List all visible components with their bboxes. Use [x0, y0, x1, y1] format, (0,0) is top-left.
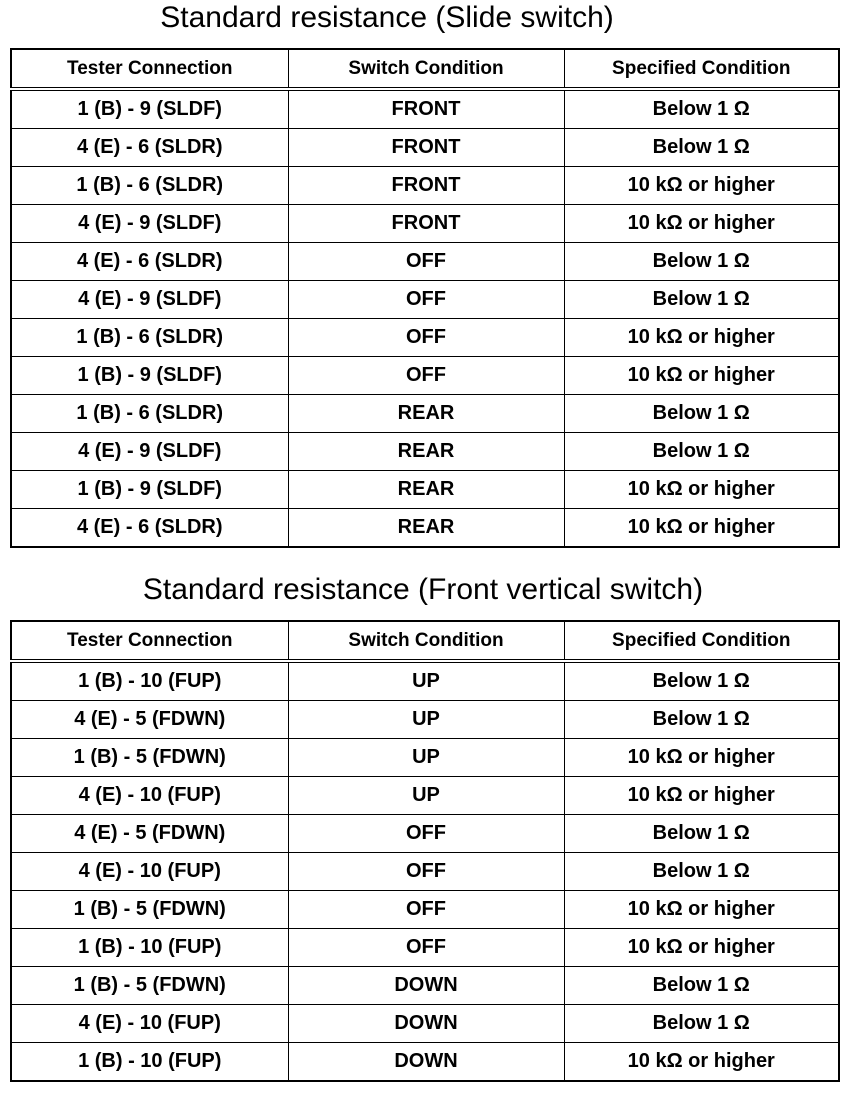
- specified-condition-cell: 10 kΩ or higher: [564, 929, 839, 967]
- switch-condition-cell: DOWN: [288, 967, 564, 1005]
- switch-condition-cell: REAR: [288, 395, 564, 433]
- tester-connection-cell: 4 (E) - 5 (FDWN): [11, 815, 288, 853]
- switch-condition-cell: UP: [288, 701, 564, 739]
- tester-connection-cell: 4 (E) - 6 (SLDR): [11, 509, 288, 548]
- tester-connection-cell: 1 (B) - 9 (SLDF): [11, 89, 288, 129]
- column-header-specified-condition: Specified Condition: [564, 49, 839, 89]
- tester-connection-cell: 4 (E) - 10 (FUP): [11, 853, 288, 891]
- specified-condition-cell: Below 1 Ω: [564, 243, 839, 281]
- switch-condition-cell: FRONT: [288, 167, 564, 205]
- table-row: [11, 967, 839, 1005]
- specified-condition-cell: Below 1 Ω: [564, 433, 839, 471]
- switch-condition-cell: OFF: [288, 929, 564, 967]
- table-row: [11, 891, 839, 929]
- column-header-switch-condition: Switch Condition: [288, 621, 564, 661]
- specified-condition-cell: Below 1 Ω: [564, 661, 839, 701]
- specified-condition-cell: 10 kΩ or higher: [564, 739, 839, 777]
- specified-condition-cell: 10 kΩ or higher: [564, 357, 839, 395]
- column-header-switch-condition: Switch Condition: [288, 49, 564, 89]
- table-row: [11, 815, 839, 853]
- specified-condition-cell: Below 1 Ω: [564, 853, 839, 891]
- tester-connection-cell: 4 (E) - 9 (SLDF): [11, 205, 288, 243]
- tester-connection-cell: 1 (B) - 6 (SLDR): [11, 395, 288, 433]
- tester-connection-cell: 1 (B) - 9 (SLDF): [11, 471, 288, 509]
- table-row: [11, 661, 839, 701]
- specified-condition-cell: 10 kΩ or higher: [564, 891, 839, 929]
- tester-connection-cell: 1 (B) - 6 (SLDR): [11, 167, 288, 205]
- specified-condition-cell: Below 1 Ω: [564, 281, 839, 319]
- switch-condition-cell: DOWN: [288, 1005, 564, 1043]
- table-row: [11, 281, 839, 319]
- tester-connection-cell: 1 (B) - 10 (FUP): [11, 1043, 288, 1082]
- switch-condition-cell: OFF: [288, 357, 564, 395]
- tester-connection-cell: 4 (E) - 6 (SLDR): [11, 129, 288, 167]
- tester-connection-cell: 1 (B) - 5 (FDWN): [11, 967, 288, 1005]
- switch-condition-cell: FRONT: [288, 205, 564, 243]
- front-vertical-switch-title: Standard resistance (Front vertical switch): [142, 573, 704, 606]
- specified-condition-cell: 10 kΩ or higher: [564, 777, 839, 815]
- tester-connection-cell: 4 (E) - 5 (FDWN): [11, 701, 288, 739]
- specified-condition-cell: Below 1 Ω: [564, 815, 839, 853]
- switch-condition-cell: OFF: [288, 319, 564, 357]
- switch-condition-cell: OFF: [288, 891, 564, 929]
- column-header-specified-condition: Specified Condition: [564, 621, 839, 661]
- specified-condition-cell: 10 kΩ or higher: [564, 471, 839, 509]
- specified-condition-cell: 10 kΩ or higher: [564, 1043, 839, 1082]
- specified-condition-cell: Below 1 Ω: [564, 967, 839, 1005]
- specified-condition-cell: Below 1 Ω: [564, 395, 839, 433]
- tester-connection-cell: 1 (B) - 10 (FUP): [11, 929, 288, 967]
- switch-condition-cell: UP: [288, 777, 564, 815]
- table-row: [11, 1043, 839, 1082]
- table-row: [11, 433, 839, 471]
- column-header-tester-connection: Tester Connection: [11, 49, 288, 89]
- switch-condition-cell: REAR: [288, 509, 564, 548]
- switch-condition-cell: OFF: [288, 815, 564, 853]
- switch-condition-cell: UP: [288, 739, 564, 777]
- tester-connection-cell: 4 (E) - 6 (SLDR): [11, 243, 288, 281]
- switch-condition-cell: DOWN: [288, 1043, 564, 1082]
- switch-condition-cell: OFF: [288, 243, 564, 281]
- table-header-row: [11, 621, 839, 661]
- slide-switch-table: [10, 48, 840, 548]
- table-row: [11, 129, 839, 167]
- switch-condition-cell: FRONT: [288, 129, 564, 167]
- table-row: [11, 243, 839, 281]
- table-row: [11, 777, 839, 815]
- table-row: [11, 739, 839, 777]
- table-row: [11, 929, 839, 967]
- switch-condition-cell: OFF: [288, 853, 564, 891]
- specified-condition-cell: Below 1 Ω: [564, 1005, 839, 1043]
- tester-connection-cell: 4 (E) - 10 (FUP): [11, 777, 288, 815]
- table-row: [11, 509, 839, 548]
- switch-condition-cell: UP: [288, 661, 564, 701]
- tester-connection-cell: 1 (B) - 10 (FUP): [11, 661, 288, 701]
- tester-connection-cell: 4 (E) - 10 (FUP): [11, 1005, 288, 1043]
- table-row: [11, 853, 839, 891]
- front-vertical-switch-table: [10, 620, 840, 1082]
- table-header-row: [11, 49, 839, 89]
- specified-condition-cell: Below 1 Ω: [564, 701, 839, 739]
- slide-switch-title: Standard resistance (Slide switch): [160, 1, 614, 34]
- switch-condition-cell: FRONT: [288, 89, 564, 129]
- column-header-tester-connection: Tester Connection: [11, 621, 288, 661]
- specified-condition-cell: 10 kΩ or higher: [564, 319, 839, 357]
- switch-condition-cell: OFF: [288, 281, 564, 319]
- switch-condition-cell: REAR: [288, 471, 564, 509]
- tester-connection-cell: 4 (E) - 9 (SLDF): [11, 433, 288, 471]
- tester-connection-cell: 4 (E) - 9 (SLDF): [11, 281, 288, 319]
- specified-condition-cell: 10 kΩ or higher: [564, 509, 839, 548]
- tester-connection-cell: 1 (B) - 5 (FDWN): [11, 739, 288, 777]
- switch-condition-cell: REAR: [288, 433, 564, 471]
- tester-connection-cell: 1 (B) - 6 (SLDR): [11, 319, 288, 357]
- table-row: [11, 357, 839, 395]
- specified-condition-cell: 10 kΩ or higher: [564, 205, 839, 243]
- specified-condition-cell: Below 1 Ω: [564, 89, 839, 129]
- specified-condition-cell: 10 kΩ or higher: [564, 167, 839, 205]
- table-row: [11, 167, 839, 205]
- table-row: [11, 471, 839, 509]
- tester-connection-cell: 1 (B) - 5 (FDWN): [11, 891, 288, 929]
- tester-connection-cell: 1 (B) - 9 (SLDF): [11, 357, 288, 395]
- specified-condition-cell: Below 1 Ω: [564, 129, 839, 167]
- table-row: [11, 89, 839, 129]
- table-row: [11, 319, 839, 357]
- table-row: [11, 701, 839, 739]
- table-row: [11, 395, 839, 433]
- table-row: [11, 205, 839, 243]
- table-row: [11, 1005, 839, 1043]
